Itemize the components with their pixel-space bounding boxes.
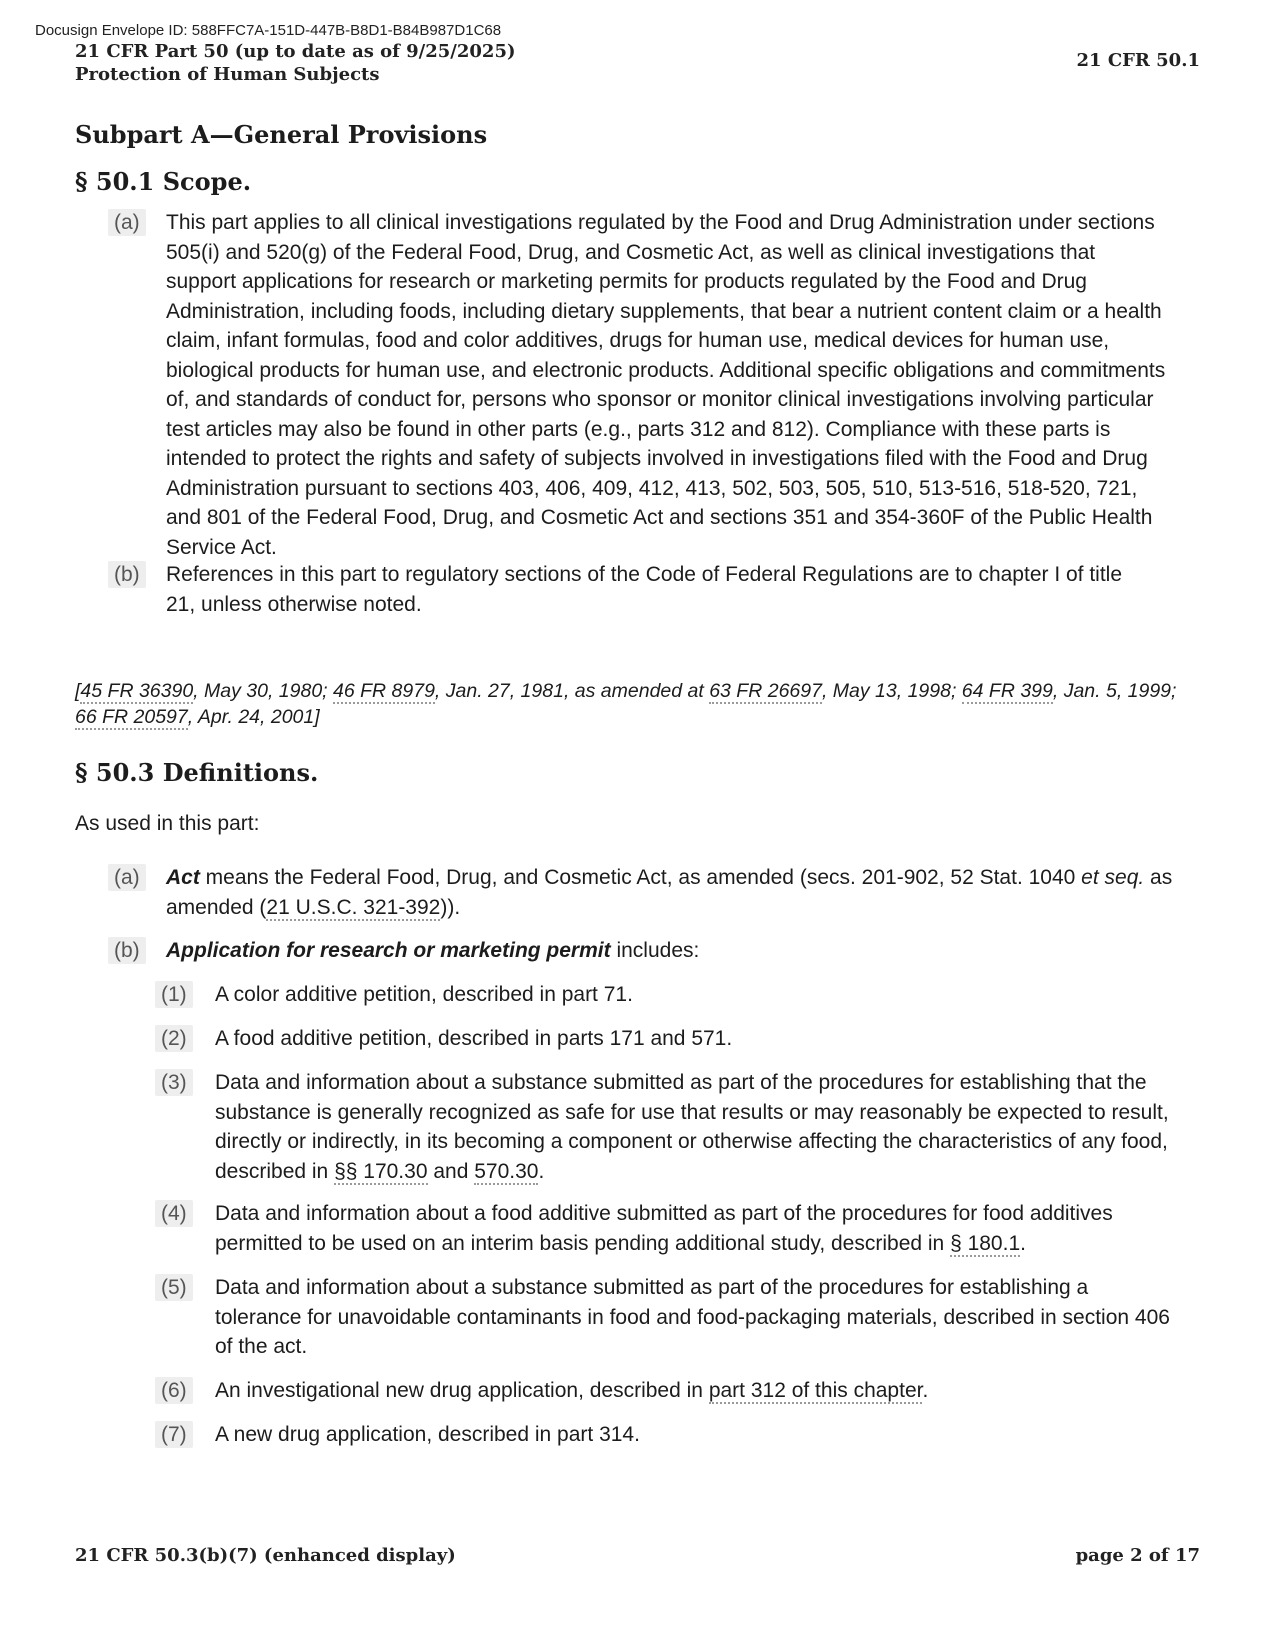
paragraph-label[interactable]: (1) xyxy=(155,981,193,1008)
paragraph-label[interactable]: (b) xyxy=(108,937,146,964)
paragraph-label[interactable]: (a) xyxy=(108,209,146,236)
paragraph-text: References in this part to regulatory sections of the Code of Federal Regulations are to chapter I of title 21, unless otherwise noted. xyxy=(166,563,1123,616)
paragraph-label[interactable]: (6) xyxy=(155,1377,193,1404)
subpart-title: Subpart A—General Provisions xyxy=(75,120,488,149)
paragraph-label[interactable]: (2) xyxy=(155,1025,193,1052)
paragraph-label[interactable]: (a) xyxy=(108,864,146,891)
list-item: (6) An investigational new drug application, described in part 312 of this chapter. xyxy=(215,1376,1175,1406)
cfr-link[interactable]: § 180.1 xyxy=(950,1231,1021,1255)
defined-term: Act xyxy=(166,866,200,889)
section-50-3-intro: As used in this part: xyxy=(75,812,260,835)
usc-link[interactable]: 21 U.S.C. 321-392 xyxy=(266,895,441,919)
citation-link[interactable]: 66 FR 20597 xyxy=(75,706,188,728)
section-50-3-paragraph-a: (a) Act means the Federal Food, Drug, and Cosmetic Act, as amended (secs. 201-902, 52 Stat. 1040 et seq. as amended (21 U.S.C. 321-392)). xyxy=(166,863,1186,922)
paragraph-label[interactable]: (b) xyxy=(108,561,146,588)
list-item: (4) Data and information about a food additive submitted as part of the procedures for food additives permitted to be used on an interim basis pending additional study, described in § 180.1. xyxy=(215,1199,1175,1258)
section-50-1-paragraph-a xyxy=(114,208,1166,562)
defined-term: Application for research or marketing permit xyxy=(166,939,611,962)
paragraph-label[interactable]: (7) xyxy=(155,1421,193,1448)
section-50-1-title: § 50.1 Scope. xyxy=(75,167,252,196)
section-50-3-title: § 50.3 Definitions. xyxy=(75,758,319,787)
cfr-link[interactable]: 570.30 xyxy=(474,1159,539,1183)
paragraph-label[interactable]: (3) xyxy=(155,1069,193,1096)
section-50-3-paragraph-b: (b) Application for research or marketing permit includes: xyxy=(166,936,1166,966)
citation-link[interactable]: 63 FR 26697 xyxy=(709,680,822,702)
header-section-ref: 21 CFR 50.1 xyxy=(1076,50,1200,71)
cfr-link[interactable]: §§ 170.30 xyxy=(334,1159,428,1183)
paragraph-label[interactable]: (4) xyxy=(155,1200,193,1227)
citation-link[interactable]: 46 FR 8979 xyxy=(333,680,435,702)
paragraph-label[interactable]: (5) xyxy=(155,1274,193,1301)
docusign-envelope-id: Docusign Envelope ID: 588FFC7A-151D-447B-B8D1-B84B987D1C68 xyxy=(35,22,502,39)
list-item: (7) A new drug application, described in part 314. xyxy=(215,1420,1175,1450)
cfr-link[interactable]: part 312 of this chapter xyxy=(708,1379,923,1402)
running-header xyxy=(75,40,515,86)
paragraph-text: This part applies to all clinical investigations regulated by the Food and Drug Administration under sections 505(i) and 520(g) of the Federal Food, Drug, and Cosmetic Act, as well as clinical investigations that support applications for research or marketing permits for products regulated by the Food and Drug Administration, including foods, including dietary supplements, that bear a nutrient content claim or a health claim, infant formulas, food and color additives, drugs for human use, medical devices for human use, biological products for human use, and electronic products. Additional specific obligations and commitments of, and standards of conduct for, persons who sponsor or monitor clinical investigations involving particular test articles may also be found in other parts (e.g., parts 312 and 812). Compliance with these parts is intended to protect the rights and safety of subjects involved in investigations filed with the Food and Drug Administration pursuant to sections 403, 406, 409, 412, 413, 502, 503, 505, 510, 513-516, 518-520, 721, and 801 of the Federal Food, Drug, and Cosmetic Act and sections 351 and 354-360F of the Public Health Service Act. xyxy=(166,211,1166,559)
list-item: (3) Data and information about a substance submitted as part of the procedures for establishing that the substance is generally recognized as safe for use that results or may reasonably be expected to result, directly or indirectly, in its becoming a component or otherwise affecting the characteristics of any food, described in §§ 170.30 and 570.30. xyxy=(215,1068,1175,1186)
citation-link[interactable]: 64 FR 399 xyxy=(961,680,1053,702)
section-50-1-paragraph-b xyxy=(114,560,1131,619)
footer-display-ref: 21 CFR 50.3(b)(7) (enhanced display) xyxy=(75,1545,456,1566)
list-item: (5) Data and information about a substance submitted as part of the procedures for establishing a tolerance for unavoidable contaminants in food and food-packaging materials, described in section 406 of the act. xyxy=(215,1273,1175,1362)
source-citation: [45 FR 36390, May 30, 1980; 46 FR 8979, Jan. 27, 1981, as amended at 63 FR 26697, May 13, 1998; 64 FR 399, Jan. 5, 1999; 66 FR 20597, Apr. 24, 2001] xyxy=(75,680,1177,728)
header-part-subject: Protection of Human Subjects xyxy=(75,64,380,85)
citation-link[interactable]: 45 FR 36390 xyxy=(80,680,194,702)
list-item: (2) A food additive petition, described in parts 171 and 571. xyxy=(215,1024,1175,1054)
list-item: (1) A color additive petition, described in part 71. xyxy=(215,980,1175,1010)
header-part-title: 21 CFR Part 50 (up to date as of 9/25/2025) xyxy=(75,41,516,62)
page-number: page 2 of 17 xyxy=(1075,1545,1200,1566)
